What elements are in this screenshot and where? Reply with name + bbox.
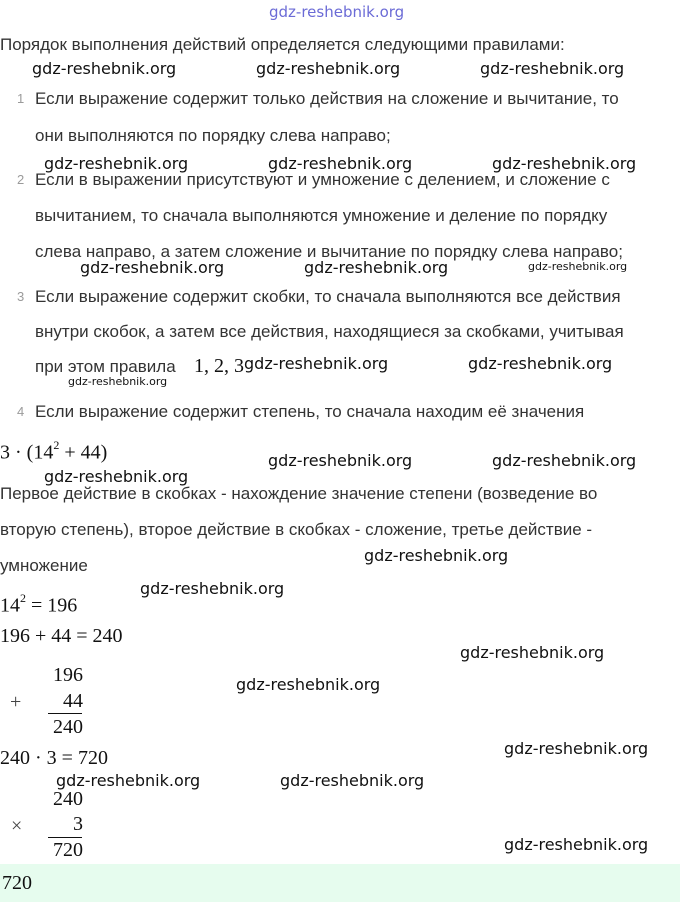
watermark: gdz-reshebnik.org bbox=[236, 675, 381, 694]
rule-line: они выполняются по порядку слева направо; bbox=[35, 126, 391, 145]
column-add-top: 196 bbox=[53, 664, 83, 686]
watermark: gdz-reshebnik.org bbox=[280, 771, 425, 790]
watermark: gdz-reshebnik.org bbox=[44, 154, 189, 173]
expression bbox=[0, 435, 107, 465]
column-add-bottom: 44 bbox=[63, 690, 83, 712]
column-mul-result: 720 bbox=[53, 839, 83, 861]
step-2: 196 + 44 = 240 bbox=[0, 625, 123, 647]
expression-part: 3 · (14 bbox=[0, 441, 54, 464]
watermark: gdz-reshebnik.org bbox=[528, 260, 628, 273]
watermark: gdz-reshebnik.org bbox=[480, 59, 625, 78]
watermark: gdz-reshebnik.org bbox=[68, 375, 168, 388]
watermark: gdz-reshebnik.org bbox=[268, 154, 413, 173]
watermark: gdz-reshebnik.org bbox=[268, 451, 413, 470]
answer-box bbox=[0, 864, 680, 902]
rule-refs: 1, 2, 3 bbox=[194, 355, 244, 377]
expression-part: + 44) bbox=[59, 441, 108, 464]
column-add-result: 240 bbox=[53, 716, 83, 738]
rule-line: Если выражение содержит степень, то сначала находим её значения bbox=[35, 402, 585, 421]
step-3: 240 · 3 = 720 bbox=[0, 747, 108, 769]
rule-line: внутри скобок, а затем все действия, находящиеся за скобками, учитывая bbox=[35, 322, 624, 341]
step-1 bbox=[0, 588, 77, 618]
rule-number: 3 bbox=[17, 289, 25, 304]
rule-number: 4 bbox=[17, 404, 25, 419]
rule-line: при этом правила bbox=[35, 357, 176, 376]
column-mul-bottom: 3 bbox=[73, 813, 83, 835]
step-1-base: 14 bbox=[0, 594, 20, 617]
rule-line: вычитанием, то сначала выполняются умножение и деление по порядку bbox=[35, 206, 608, 225]
column-add-operator: + bbox=[10, 691, 22, 713]
step-1-exponent: 2 bbox=[20, 591, 26, 605]
step-1-result: = 196 bbox=[26, 594, 78, 617]
rule-line: Если выражение содержит только действия на сложение и вычитание, то bbox=[35, 89, 619, 108]
column-mul-operator: × bbox=[11, 815, 23, 837]
watermark: gdz-reshebnik.org bbox=[256, 59, 401, 78]
explanation-line: вторую степень), второе действие в скобках - сложение, третье действие - bbox=[0, 520, 593, 539]
explanation-line: Первое действие в скобках - нахождение значение степени (возведение во bbox=[0, 484, 598, 503]
rule-line: слева направо, а затем сложение и вычитание по порядку слева направо; bbox=[35, 242, 623, 261]
rule-line: Если выражение содержит скобки, то сначала выполняются все действия bbox=[35, 287, 621, 306]
watermark: gdz-reshebnik.org bbox=[364, 546, 509, 565]
rule-line: Если в выражении присутствуют и умножение с делением, и сложение с bbox=[35, 170, 610, 189]
watermark: gdz-reshebnik.org bbox=[492, 154, 637, 173]
rule-number: 1 bbox=[17, 91, 25, 106]
watermark: gdz-reshebnik.org bbox=[80, 258, 225, 277]
watermark: gdz-reshebnik.org bbox=[304, 258, 449, 277]
watermark: gdz-reshebnik.org bbox=[32, 59, 177, 78]
watermark: gdz-reshebnik.org bbox=[504, 739, 649, 758]
intro-text: Порядок выполнения действий определяется следующими правилами: bbox=[0, 35, 565, 54]
watermark: gdz-reshebnik.org bbox=[269, 3, 405, 21]
watermark: gdz-reshebnik.org bbox=[44, 467, 189, 486]
watermark: gdz-reshebnik.org bbox=[468, 354, 613, 373]
watermark: gdz-reshebnik.org bbox=[140, 579, 285, 598]
column-add-line bbox=[48, 713, 82, 714]
rule-number: 2 bbox=[17, 172, 25, 187]
watermark: gdz-reshebnik.org bbox=[460, 643, 605, 662]
watermark: gdz-reshebnik.org bbox=[56, 771, 201, 790]
watermark: gdz-reshebnik.org bbox=[244, 354, 389, 373]
watermark: gdz-reshebnik.org bbox=[492, 451, 637, 470]
expression-exponent: 2 bbox=[53, 438, 60, 452]
answer-value: 720 bbox=[2, 872, 32, 894]
column-mul-top: 240 bbox=[53, 788, 83, 810]
explanation-line: умножение bbox=[0, 556, 88, 575]
watermark: gdz-reshebnik.org bbox=[504, 835, 649, 854]
